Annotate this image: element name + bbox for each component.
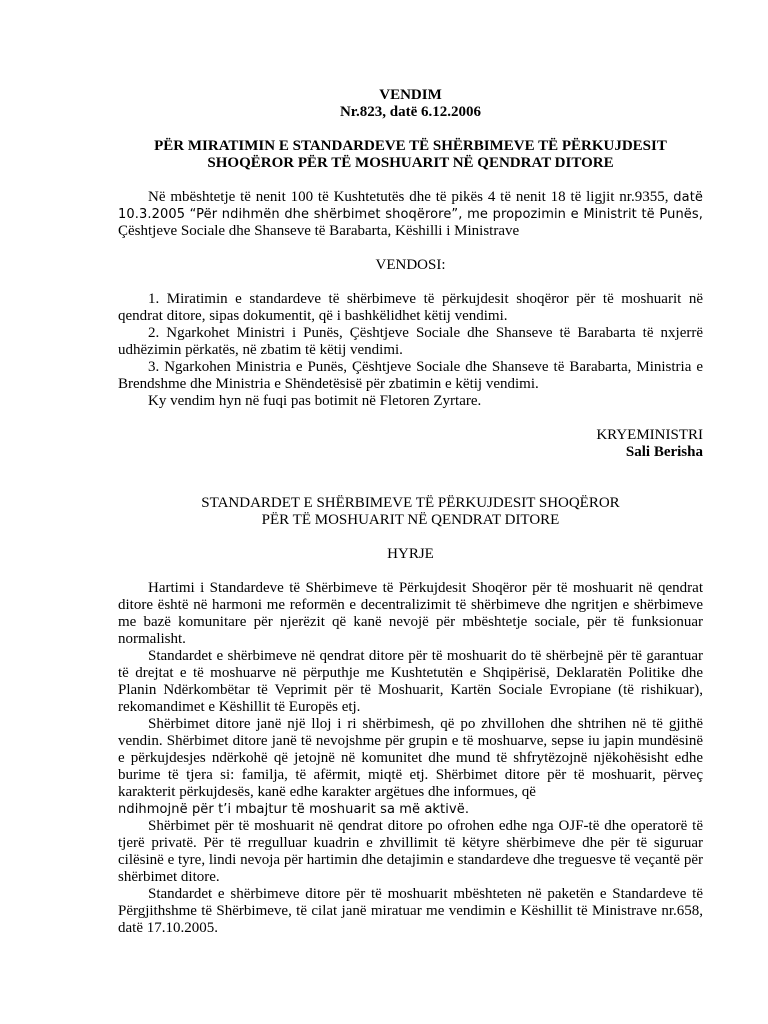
intro-body (118, 580, 703, 937)
decision-point-4: Ky vendim hyn në fuqi pas botimit në Fletoren Zyrtare. (148, 393, 482, 409)
preamble (118, 189, 703, 240)
preamble-part-1: Në mbështetje të nenit 100 të Kushtetutës dhe të pikës 4 të nenit 18 të ligjit nr.9355, (148, 189, 674, 205)
signature-name: Sali Berisha (625, 444, 703, 460)
preamble-part-2: datë 10.3.2005 “Për ndihmën dhe shërbimet shoqërore”, me propozimin e Ministrit të Punës, (118, 190, 703, 222)
decision-title: VENDIM (379, 87, 442, 103)
decision-point-3: 3. Ngarkohen Ministria e Punës, Çështjeve Sociale dhe Shanseve të Barabarta, Ministria e Brendshme dhe Ministria e Shëndetësisë për zbatimin e këtij vendimi. (118, 359, 703, 392)
intro-paragraph-3-tail (118, 801, 703, 818)
standards-title-line-2: PËR TË MOSHUARIT NË QENDRAT DITORE (261, 512, 560, 528)
standards-title-line-1: STANDARDET E SHËRBIMEVE TË PËRKUJDESIT SHOQËROR (201, 495, 620, 511)
intro-paragraph-1: Hartimi i Standardeve të Shërbimeve të Përkujdesit Shoqëror për të moshuarit në qendrat ditore është në harmoni me reformën e decentralizimit të shërbimeve dhe ngritjen e shërbimeve me bazë komunitare për njerëzit që kanë nevojë për mbështetje sociale, për të funksionuar normalisht. (118, 580, 703, 647)
intro-paragraph-3-tail-text: ndihmojnë për t’i mbajtur të moshuarit sa më aktivë. (118, 802, 470, 817)
intro-paragraph-5: Standardet e shërbimeve ditore për të moshuarit mbështeten në paketën e Standardeve të Përgjithshme të Shërbimeve, të cilat janë miratuar me vendimin e Këshillit të Ministrave nr.658, datë 17.10.2005. (118, 886, 703, 936)
decision-header (118, 87, 703, 121)
decision-points (118, 291, 703, 410)
decision-subject (118, 138, 703, 172)
decision-point-1: 1. Miratimin e standardeve të shërbimeve të përkujdesit shoqëror për të moshuarit në qendrat ditore, sipas dokumentit, që i bashkëlidhet këtij vendimi. (118, 291, 703, 324)
signature-role: KRYEMINISTRI (596, 427, 703, 443)
intro-paragraph-3: Shërbimet ditore janë një lloj i ri shërbimesh, që po zhvillohen dhe shtrihen në të gjithë vendin. Shërbimet ditore janë të nevojshme për grupin e të moshuarve, sepse iu japin mundësinë e përkujdesjes ndërkohë që jetojnë në komunitet dhe mund të shfrytëzojnë njëkohësisht edhe burime të tjera si: familja, të afërmit, miqtë etj. Shërbimet ditore për të moshuarit, përveç karakterit përkujdesës, kanë edhe karakter argëtues dhe informues, që (118, 716, 703, 800)
decision-subject-line-1: PËR MIRATIMIN E STANDARDEVE TË SHËRBIMEVE TË PËRKUJDESIT (154, 138, 667, 154)
intro-label: HYRJE (387, 546, 434, 562)
signature-block (118, 427, 703, 461)
intro-paragraph-2: Standardet e shërbimeve në qendrat ditore për të moshuarit do të shërbejnë për të garantuar të drejtat e të moshuarve në përputhje me Kushtetutën e Shqipërisë, Deklaratën Politike dhe Planin Ndërkombëtar të Veprimit për të Moshuarit, Kartën Sociale Evropiane (të rishikuar), rekomandimet e Këshillit të Europës etj. (118, 648, 703, 715)
decision-number: Nr.823, datë 6.12.2006 (339, 104, 482, 120)
preamble-part-3: Çështjeve Sociale dhe Shanseve të Barabarta, Këshilli i Ministrave (118, 223, 520, 239)
decision-subject-line-2: SHOQËROR PËR TË MOSHUARIT NË QENDRAT DITORE (207, 155, 614, 171)
decides-label: VENDOSI: (375, 257, 446, 273)
intro-paragraph-4: Shërbimet për të moshuarit në qendrat ditore po ofrohen edhe nga OJF-të dhe operatorë të tjerë privatë. Për të rregulluar kuadrin e zhvillimit të këtyre shërbimeve dhe për të siguruar cilësinë e tyre, lindi nevoja për hartimin dhe detajimin e standardeve dhe treguesve të veçantë për shërbimet ditore. (118, 818, 703, 885)
decision-point-2: 2. Ngarkohet Ministri i Punës, Çështjeve Sociale dhe Shanseve të Barabarta të nxjerrë udhëzimin përkatës, në zbatim të këtij vendimi. (118, 325, 703, 358)
standards-title (118, 495, 703, 529)
